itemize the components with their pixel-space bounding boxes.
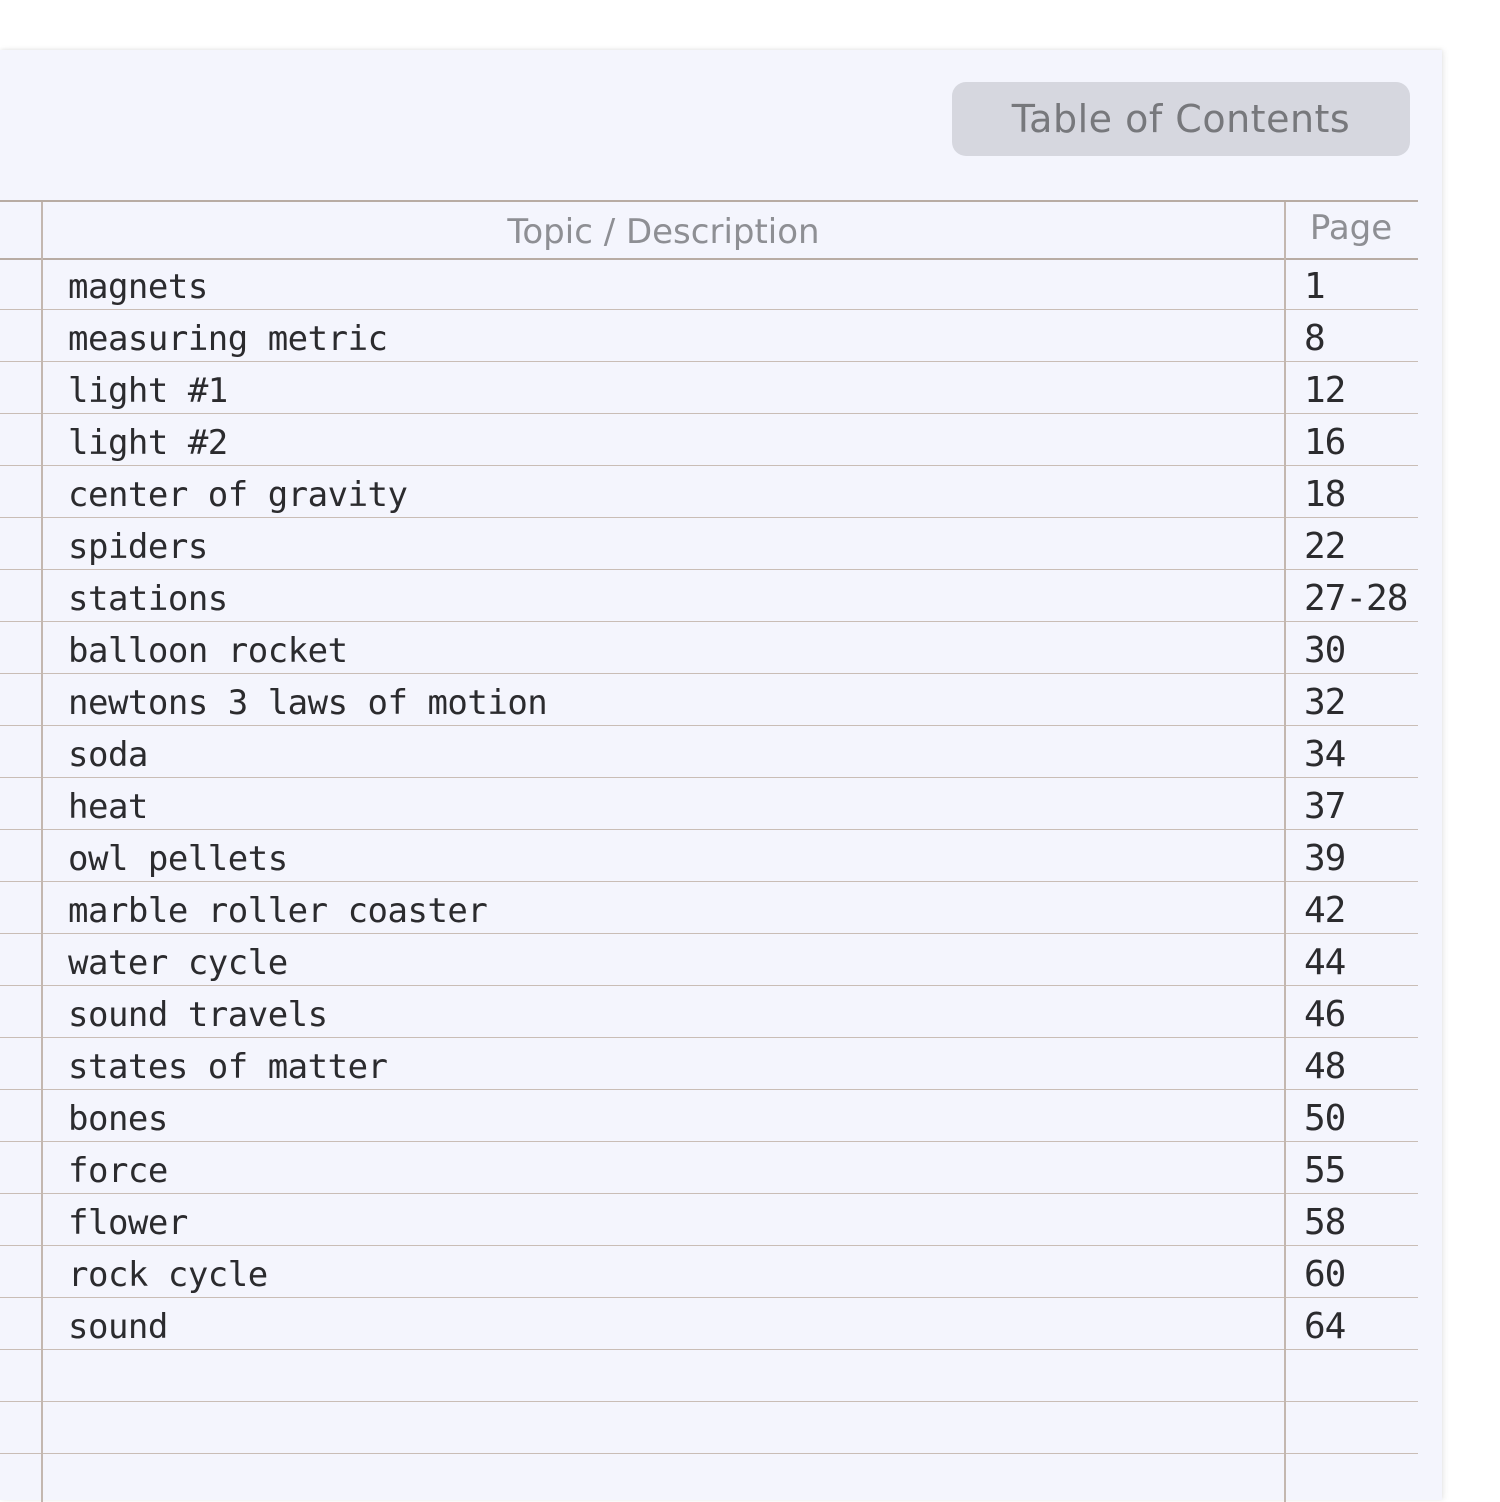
topic-text: water cycle <box>68 943 288 983</box>
topic-text: magnets <box>68 267 208 307</box>
page-number: 55 <box>1304 1150 1346 1191</box>
toc-rows <box>0 258 1418 1454</box>
page-number: 60 <box>1304 1254 1346 1295</box>
topic-text: owl pellets <box>68 839 288 879</box>
topic-text: measuring metric <box>68 319 388 359</box>
notebook-page <box>0 50 1442 1500</box>
toc-header-row <box>0 202 1418 260</box>
topic-text: center of gravity <box>68 475 408 515</box>
page-title: Table of Contents <box>952 82 1410 156</box>
toc-table <box>0 200 1418 1500</box>
page-number: 18 <box>1304 474 1346 515</box>
toc-row <box>0 570 1418 622</box>
topic-text: sound <box>68 1307 168 1347</box>
toc-row <box>0 1038 1418 1090</box>
page-number: 42 <box>1304 890 1346 931</box>
toc-row <box>0 882 1418 934</box>
page-number: 22 <box>1304 526 1346 567</box>
topic-text: states of matter <box>68 1047 388 1087</box>
topic-text: balloon rocket <box>68 631 348 671</box>
page-number: 44 <box>1304 942 1346 983</box>
toc-row <box>0 466 1418 518</box>
toc-row <box>0 1246 1418 1298</box>
topic-text: rock cycle <box>68 1255 268 1295</box>
toc-row-empty <box>0 1402 1418 1454</box>
toc-row <box>0 1090 1418 1142</box>
page-number: 27-28 <box>1304 578 1408 619</box>
toc-row <box>0 518 1418 570</box>
toc-row <box>0 362 1418 414</box>
page-number: 34 <box>1304 734 1346 775</box>
topic-text: sound travels <box>68 995 328 1035</box>
toc-row <box>0 934 1418 986</box>
toc-row <box>0 778 1418 830</box>
page-number: 16 <box>1304 422 1346 463</box>
topic-text: force <box>68 1151 168 1191</box>
toc-row <box>0 986 1418 1038</box>
toc-row <box>0 726 1418 778</box>
toc-row <box>0 414 1418 466</box>
page-number: 1 <box>1304 266 1325 307</box>
topic-text: soda <box>68 735 148 775</box>
page-number: 30 <box>1304 630 1346 671</box>
page-column-header: Page <box>1309 208 1393 248</box>
page-number: 64 <box>1304 1306 1346 1347</box>
toc-row <box>0 622 1418 674</box>
toc-row <box>0 310 1418 362</box>
page-number: 37 <box>1304 786 1346 827</box>
left-margin-line <box>41 202 43 1502</box>
topic-text: newtons 3 laws of motion <box>68 683 548 723</box>
topic-text: flower <box>68 1203 188 1243</box>
page-number: 39 <box>1304 838 1346 879</box>
toc-row <box>0 1298 1418 1350</box>
page-number: 50 <box>1304 1098 1346 1139</box>
toc-row <box>0 830 1418 882</box>
page-number: 8 <box>1304 318 1325 359</box>
topic-column-header: Topic / Description <box>507 212 820 252</box>
topic-text: light #1 <box>68 371 228 411</box>
toc-row <box>0 1194 1418 1246</box>
toc-row <box>0 1142 1418 1194</box>
toc-row <box>0 674 1418 726</box>
topic-text: bones <box>68 1099 168 1139</box>
topic-text: marble roller coaster <box>68 891 488 931</box>
page-column-divider <box>1284 202 1286 1502</box>
topic-text: stations <box>68 579 228 619</box>
page-number: 12 <box>1304 370 1346 411</box>
topic-text: light #2 <box>68 423 228 463</box>
topic-text: spiders <box>68 527 208 567</box>
page-number: 46 <box>1304 994 1346 1035</box>
toc-row <box>0 258 1418 310</box>
topic-text: heat <box>68 787 148 827</box>
page-number: 48 <box>1304 1046 1346 1087</box>
page-number: 58 <box>1304 1202 1346 1243</box>
toc-row-empty <box>0 1350 1418 1402</box>
page-number: 32 <box>1304 682 1346 723</box>
